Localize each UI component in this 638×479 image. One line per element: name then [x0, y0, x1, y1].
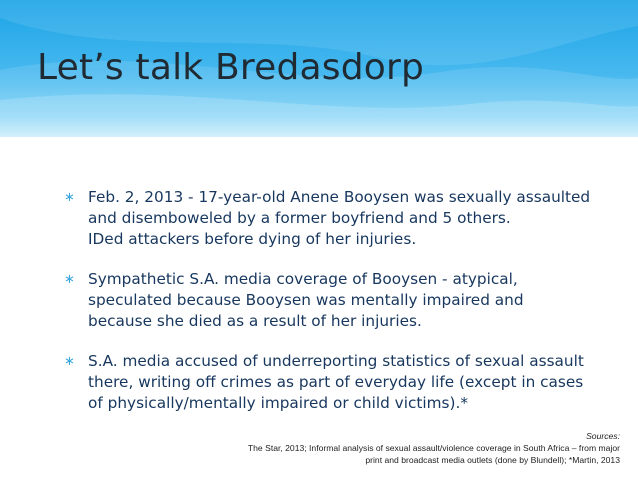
bullet-text-line: Feb. 2, 2013 - 17-year-old Anene Booysen was sexually assaulted — [88, 188, 591, 206]
bullet-star-icon: ∗ — [64, 354, 75, 369]
bullet-text-line: and disemboweled by a former boyfriend and 5 others. — [88, 209, 511, 227]
bullet-item — [64, 187, 604, 250]
bullet-star-icon: ∗ — [64, 190, 75, 205]
sources-text-line: The Star, 2013; Informal analysis of sexual assault/violence coverage in South Africa – from major — [247, 443, 620, 453]
bullet-text-line: Sympathetic S.A. media coverage of Booysen - atypical, — [88, 270, 518, 288]
bullet-item — [64, 351, 604, 414]
bullet-text-line: IDed attackers before dying of her injuries. — [88, 230, 417, 248]
sources-label: Sources: — [586, 431, 620, 441]
bullet-star-icon: ∗ — [64, 272, 75, 287]
bullet-text-line: there, writing off crimes as part of everyday life (except in cases — [88, 373, 584, 391]
bullet-text-line: of physically/mentally impaired or child victims).* — [88, 394, 468, 412]
bullet-text-line: S.A. media accused of underreporting statistics of sexual assault — [88, 352, 584, 370]
sources-text-line: print and broadcast media outlets (done by Blundell); *Martin, 2013 — [365, 455, 620, 465]
slide-title: Let’s talk Bredasdorp — [37, 47, 425, 88]
bullet-text-line: because she died as a result of her injuries. — [88, 312, 422, 330]
title-banner — [0, 0, 638, 137]
sources-footnote — [248, 430, 620, 466]
bullet-text-line: speculated because Booysen was mentally impaired and — [88, 291, 524, 309]
bullet-list — [64, 187, 604, 433]
bullet-item — [64, 269, 604, 332]
